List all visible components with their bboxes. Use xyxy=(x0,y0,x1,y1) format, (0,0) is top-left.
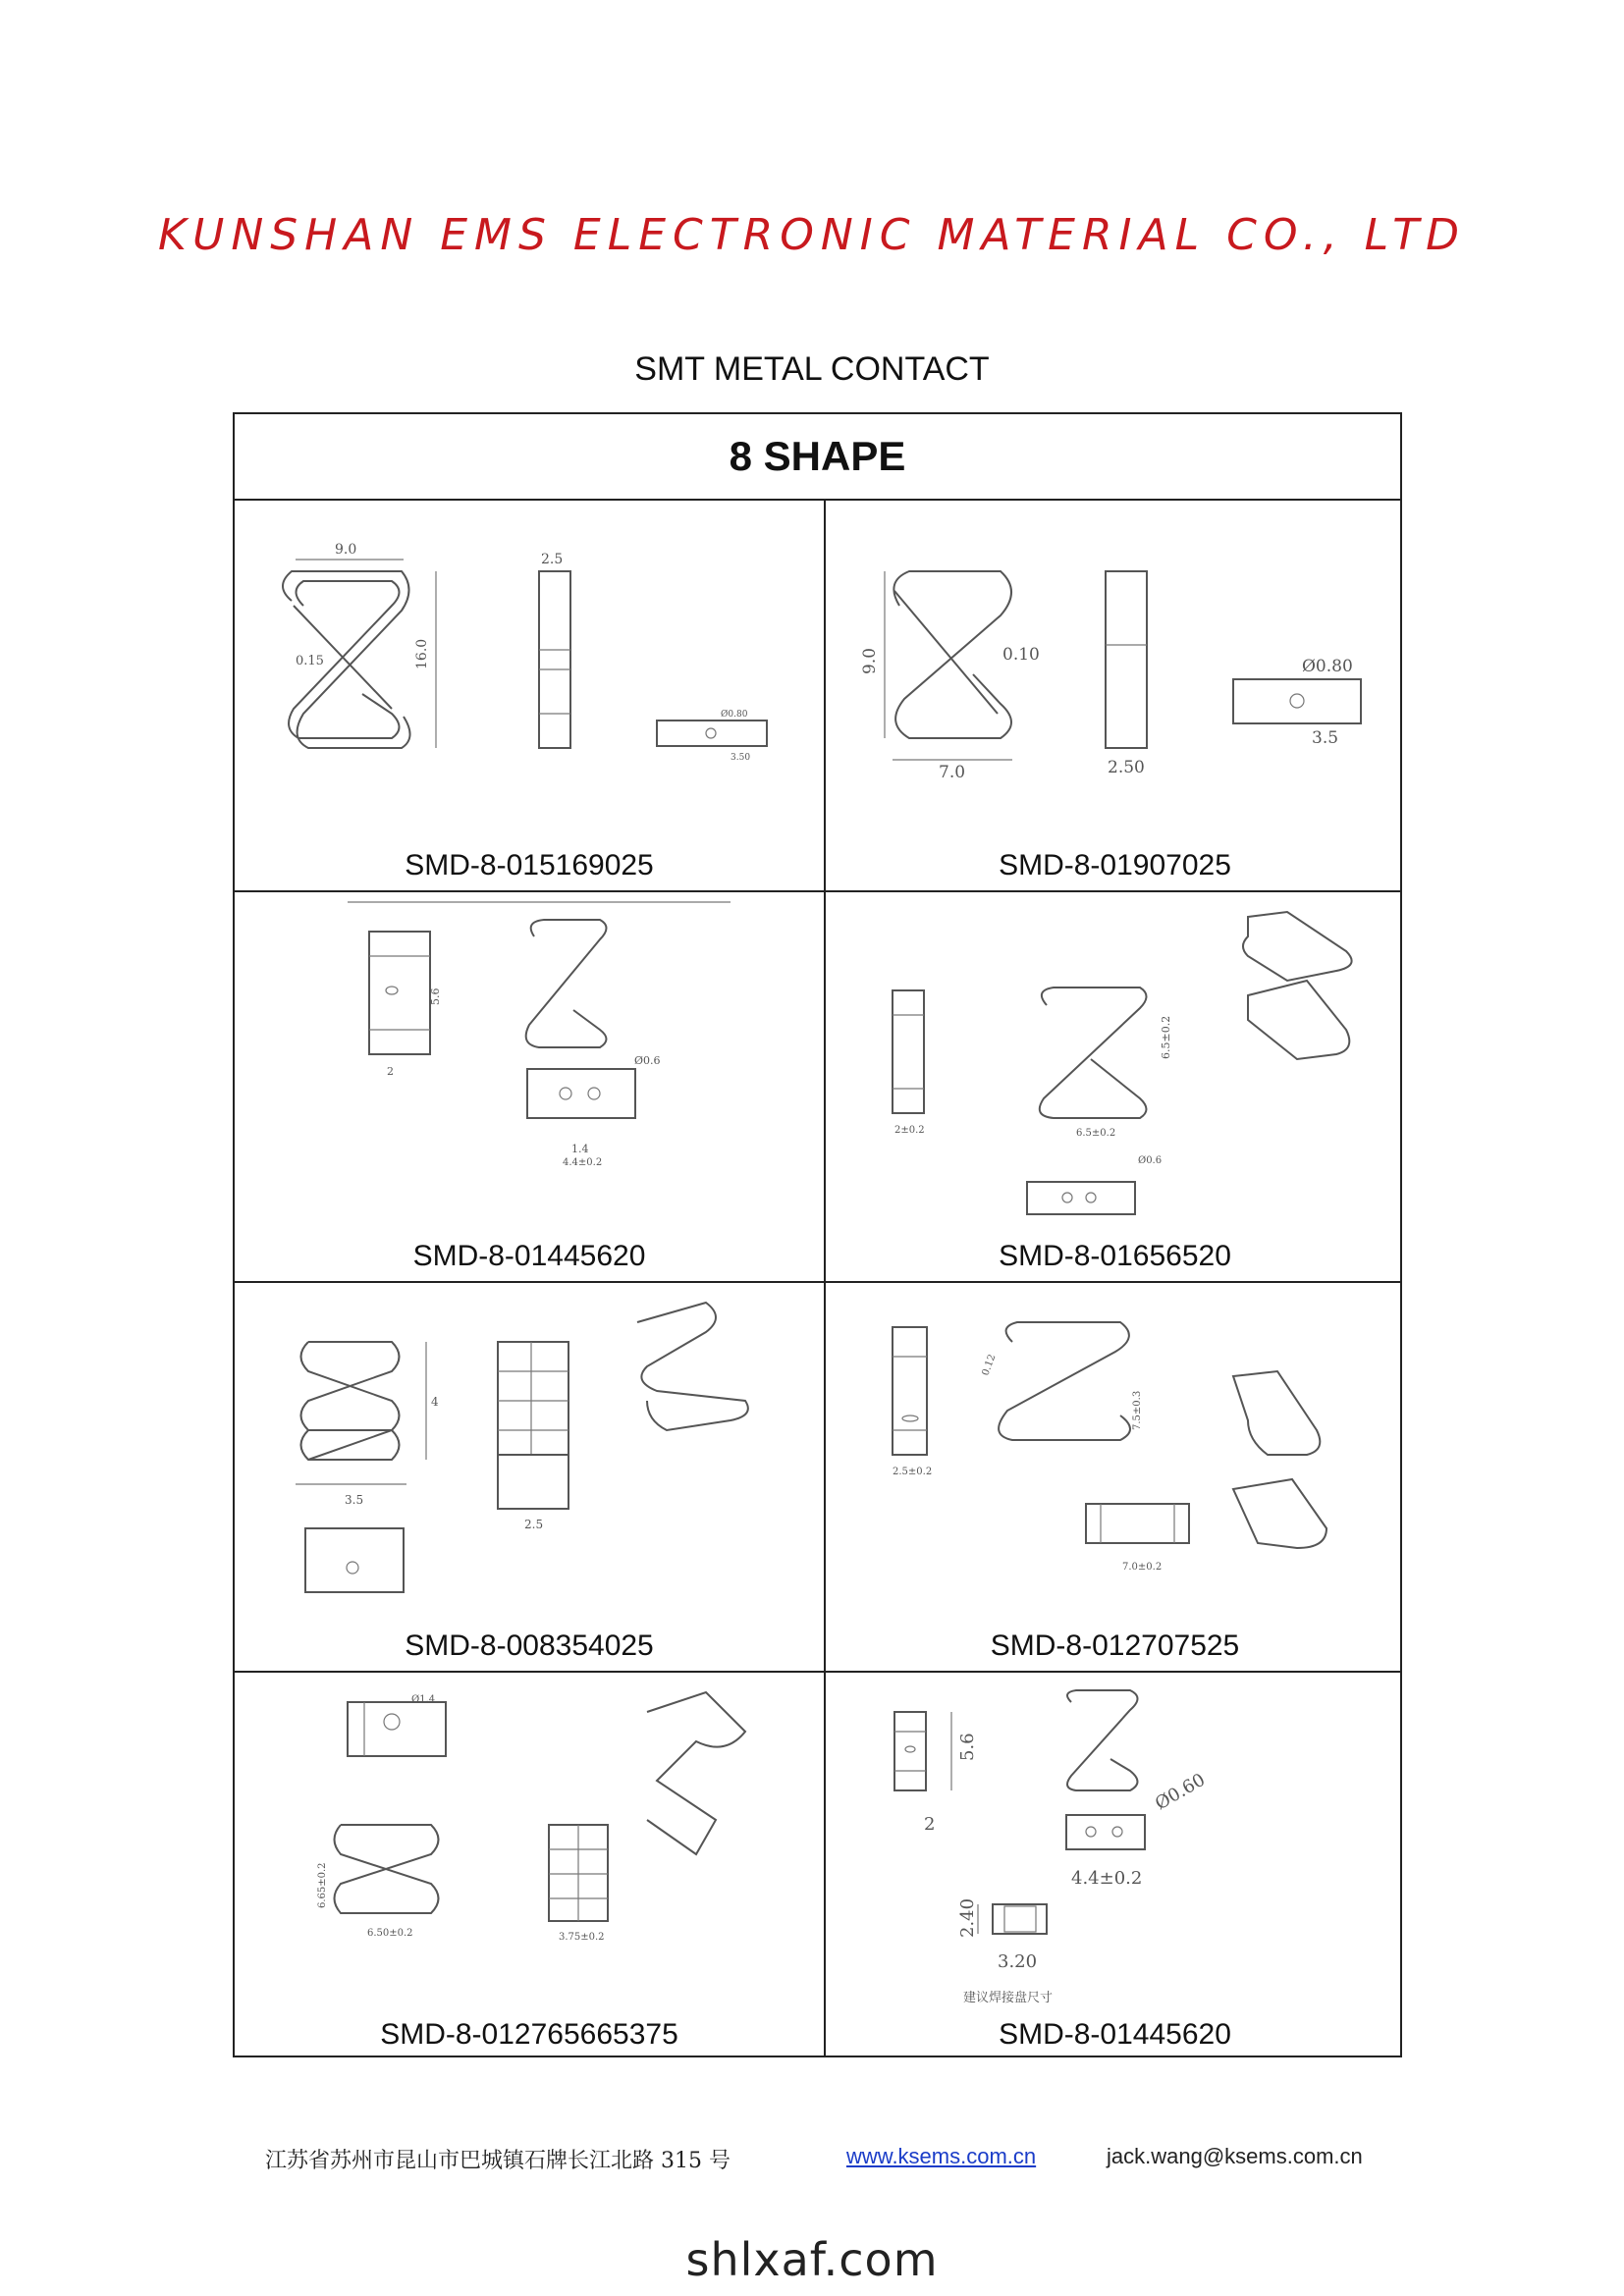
product-code: SMD-8-01445620 xyxy=(999,2018,1231,2051)
product-cell xyxy=(235,892,824,1281)
contact-email[interactable]: jack.wang@ksems.com.cn xyxy=(1107,2144,1363,2168)
pad-note: 建议焊接盘尺寸 xyxy=(963,1991,1054,2005)
dim-hole: Ø0.60 xyxy=(1152,1769,1209,1815)
product-code: SMD-8-01445620 xyxy=(412,1240,646,1272)
dim-depth: 2.5 xyxy=(541,552,564,567)
spring-drawing xyxy=(235,892,824,1281)
watermark: shlxaf.com xyxy=(685,2233,939,2286)
dim-thickness: 0.10 xyxy=(1002,645,1040,665)
product-cell xyxy=(826,1673,1404,2059)
product-code: SMD-8-012765665375 xyxy=(380,2018,678,2051)
dim-depth: 2 xyxy=(387,1065,394,1078)
dim-depth: 2 xyxy=(924,1814,936,1835)
dim-height: 7.5±0.3 xyxy=(1132,1390,1143,1430)
dim-offset: 3.50 xyxy=(731,753,751,763)
dim-depth: 2.50 xyxy=(1108,758,1145,777)
dim-hole: Ø0.6 xyxy=(634,1054,661,1067)
dim-thickness: 0.12 xyxy=(980,1353,999,1378)
product-cell xyxy=(826,1283,1404,1671)
dim-width: 7.0±0.2 xyxy=(1122,1562,1163,1573)
spring-drawing xyxy=(235,1673,824,2059)
dim-hole: Ø0.80 xyxy=(1302,657,1353,676)
product-code: SMD-8-008354025 xyxy=(405,1629,654,1662)
spring-drawing xyxy=(826,1283,1404,1671)
dim-pad-width: 3.20 xyxy=(998,1951,1038,1972)
product-cell xyxy=(235,1673,824,2059)
product-cell xyxy=(826,892,1404,1281)
dim-height: 9.0 xyxy=(860,647,880,674)
dim-width: 7.0 xyxy=(939,763,966,782)
dim-depth: 2±0.2 xyxy=(894,1125,925,1136)
dim-depth: 2.5±0.2 xyxy=(893,1467,933,1477)
product-table xyxy=(233,412,1402,2057)
company-address: 江苏省苏州市昆山市巴城镇石牌长江北路 315 号 xyxy=(265,2149,731,2173)
product-cell xyxy=(826,503,1404,890)
product-code: SMD-8-01907025 xyxy=(999,849,1231,881)
dim-pitch: 1.4 xyxy=(571,1143,589,1155)
table-title: 8 SHAPE xyxy=(235,414,1400,501)
dim-offset: 3.5 xyxy=(1312,728,1339,748)
dim-hole: Ø1.4 xyxy=(411,1694,436,1705)
dim-height: 4 xyxy=(431,1395,439,1409)
dim-width: 3.5 xyxy=(345,1493,364,1507)
dim-width: 6.50±0.2 xyxy=(367,1928,413,1939)
dim-height: 16.0 xyxy=(414,638,430,669)
dim-depth: 2.5 xyxy=(524,1518,544,1531)
dim-pad-height: 2.40 xyxy=(957,1897,978,1938)
product-code: SMD-8-01656520 xyxy=(999,1240,1231,1272)
product-code: SMD-8-012707525 xyxy=(990,1629,1240,1662)
dim-width: 4.4±0.2 xyxy=(563,1157,603,1168)
dim-depth: 3.75±0.2 xyxy=(559,1932,605,1943)
dim-height: 5.6 xyxy=(957,1733,978,1761)
page-subtitle: SMT METAL CONTACT xyxy=(634,350,990,388)
spring-drawing xyxy=(826,503,1404,890)
spring-drawing xyxy=(826,1673,1404,2059)
website-link[interactable]: www.ksems.com.cn xyxy=(846,2144,1037,2168)
dim-width: 9.0 xyxy=(335,542,357,558)
dim-width: 4.4±0.2 xyxy=(1071,1868,1143,1889)
company-name: KUNSHAN EMS ELECTRONIC MATERIAL CO., LTD xyxy=(158,210,1466,260)
spring-drawing xyxy=(235,503,824,890)
dim-hole: Ø0.80 xyxy=(721,710,748,720)
product-cell xyxy=(235,503,824,890)
dim-height: 5.6 xyxy=(429,988,442,1005)
dim-thickness: 0.15 xyxy=(296,654,324,668)
product-cell xyxy=(235,1283,824,1671)
spring-drawing xyxy=(235,1283,824,1671)
dim-width: 6.5±0.2 xyxy=(1076,1128,1116,1139)
product-code: SMD-8-015169025 xyxy=(405,849,654,881)
dim-hole: Ø0.6 xyxy=(1138,1155,1163,1166)
spring-drawing xyxy=(826,892,1404,1281)
dim-height: 6.5±0.2 xyxy=(1160,1015,1172,1059)
dim-height: 6.65±0.2 xyxy=(317,1862,328,1908)
